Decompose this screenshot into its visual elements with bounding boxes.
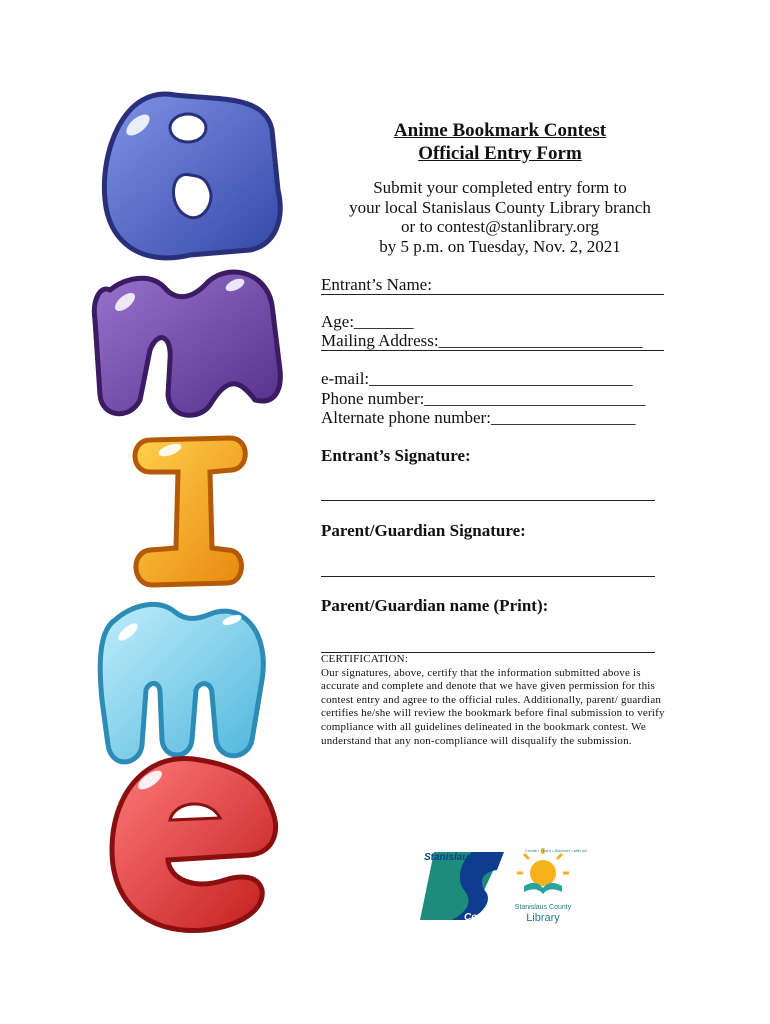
parent-name-label: Parent/Guardian name (Print): — [321, 596, 549, 615]
entrant-signature-label: Entrant’s Signature: — [321, 446, 471, 465]
certification-heading: CERTIFICATION: — [321, 653, 409, 665]
anime-bubble-letters — [0, 0, 300, 1024]
library-name-top: Stanislaus County — [514, 904, 572, 911]
parent-signature-line[interactable] — [321, 576, 655, 577]
submit-line: Submit your completed entry form to — [373, 178, 627, 197]
letter-a-shape — [104, 94, 280, 258]
county-wordmark-top: Stanislaus — [424, 852, 475, 863]
library-name-bottom: Library — [526, 912, 560, 924]
sun-icon — [517, 848, 569, 886]
phone-field[interactable]: Phone number:__________________________ — [321, 389, 646, 408]
form-title: Anime Bookmark Contest — [393, 120, 607, 141]
certification-text: Our signatures, above, certify that the information submitted above is accurate and complete and denote that we have given permission for this contest entry and agree to the official rules. Additionally, parent/ guardian certifies he/she will review the bookmark before final submission to verify compliance with all guidelines delineated in the bookmark contest. We understand that any non-compliance will disqualify the submission. — [321, 666, 665, 747]
certification-block — [321, 653, 673, 748]
age-field[interactable]: Age:_______ — [321, 312, 414, 331]
alternate-phone-field[interactable]: Alternate phone number:_________________ — [321, 408, 636, 427]
letter-m-shape — [100, 604, 263, 762]
email-field[interactable]: e-mail:_______________________________ — [321, 369, 633, 388]
submit-line: by 5 p.m. on Tuesday, Nov. 2, 2021 — [379, 236, 621, 256]
parent-signature-label: Parent/Guardian Signature: — [321, 521, 526, 540]
mailing-address-line[interactable] — [321, 350, 664, 351]
library-logo — [515, 848, 587, 924]
submit-line: your local Stanislaus County Library branch — [349, 197, 651, 217]
entrant-name-line[interactable] — [321, 294, 664, 295]
form-subtitle: Official Entry Form — [418, 143, 582, 164]
library-tagline: Create • Learn • Discover • with us! — [525, 848, 588, 853]
mailing-address-field[interactable]: Mailing Address:________________________ — [321, 331, 643, 350]
submission-instructions — [300, 178, 700, 256]
entrant-name-label: Entrant’s Name: — [321, 275, 432, 294]
submit-line: or to contest@stanlibrary.org — [401, 217, 599, 236]
letter-i-shape — [135, 438, 245, 585]
county-wordmark-bottom: County — [464, 912, 499, 923]
letter-e-shape — [112, 758, 276, 930]
stanislaus-county-logo — [420, 852, 504, 923]
letter-n-shape — [94, 272, 280, 415]
entrant-signature-line[interactable] — [321, 500, 655, 501]
logos — [412, 840, 592, 930]
